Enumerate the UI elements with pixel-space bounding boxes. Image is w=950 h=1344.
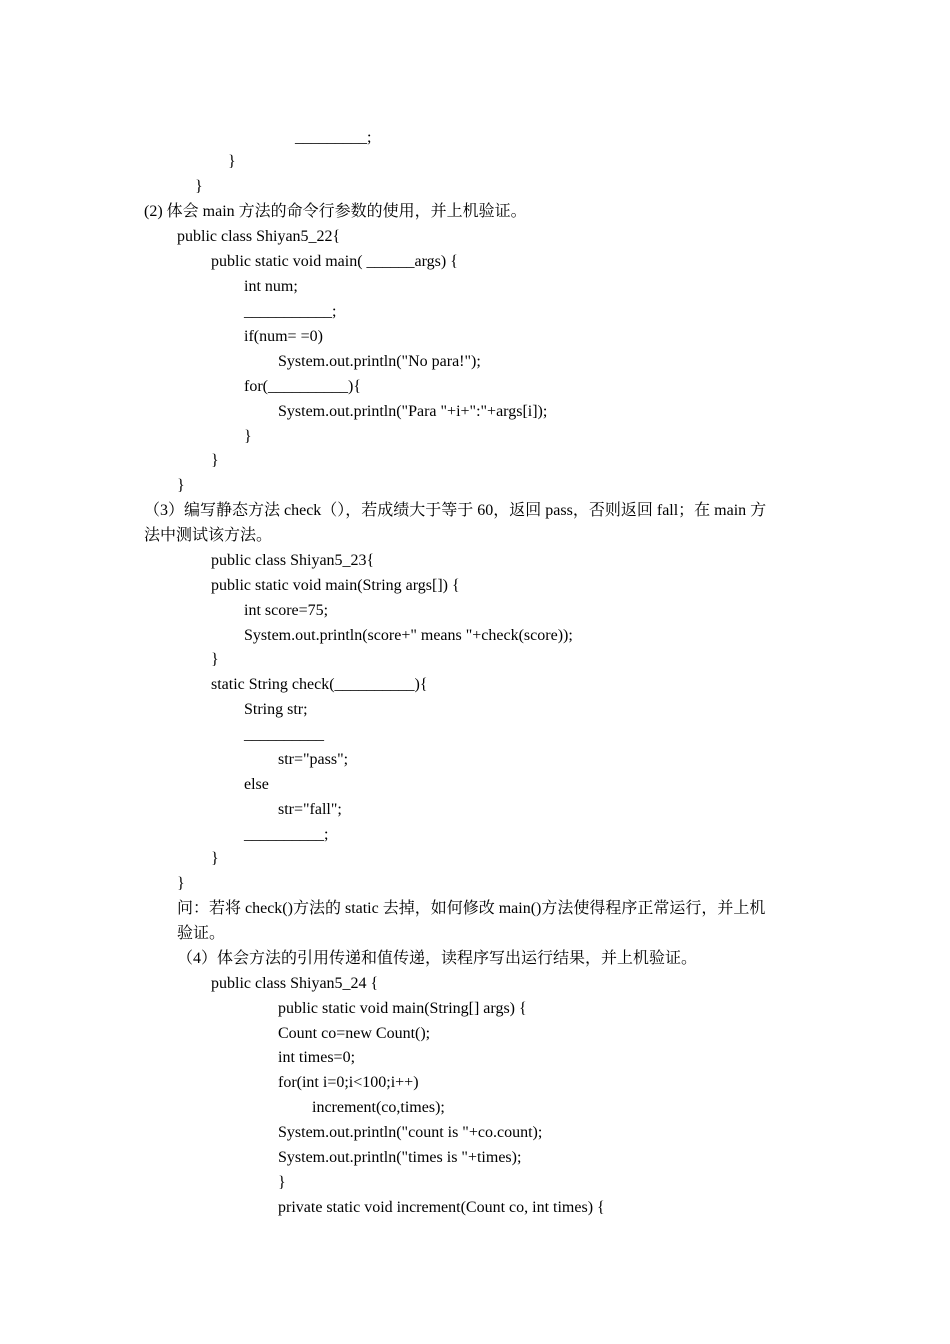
code-line: private static void increment(Count co, int times) {: [278, 1199, 605, 1216]
code-line: for(__________){: [244, 378, 361, 395]
code-line: public class Shiyan5_22{: [177, 228, 341, 245]
code-line: Count co=new Count();: [278, 1025, 431, 1042]
code-line: int times=0;: [278, 1049, 356, 1066]
code-line: public static void main(String[] args) {: [278, 1000, 527, 1017]
text-line: 验证。: [177, 925, 226, 942]
code-line: }: [244, 428, 252, 445]
code-line: str="fall";: [278, 801, 342, 818]
text-line: （3）编写静态方法 check（），若成绩大于等于 60，返回 pass，否则返回 fall；在 main 方: [144, 502, 767, 519]
code-line: }: [211, 651, 219, 668]
code-line: int score=75;: [244, 602, 329, 619]
text-line: （4）体会方法的引用传递和值传递，读程序写出运行结果，并上机验证。: [177, 950, 698, 967]
code-line: str="pass";: [278, 751, 349, 768]
text-line: 法中测试该方法。: [144, 527, 273, 544]
code-line: increment(co,times);: [312, 1099, 445, 1116]
code-line: ___________;: [244, 303, 337, 320]
code-line: __________: [244, 726, 324, 743]
code-line: if(num= =0): [244, 328, 323, 345]
code-line: System.out.println("Para "+i+":"+args[i]);: [278, 403, 548, 420]
code-line: System.out.println("count is "+co.count);: [278, 1124, 543, 1141]
code-line: public static void main(String args[]) {: [211, 577, 460, 594]
code-line: }: [278, 1174, 286, 1191]
code-line: for(int i=0;i<100;i++): [278, 1074, 419, 1091]
text-line: }: [228, 153, 236, 170]
text-line: }: [195, 178, 203, 195]
code-line: public class Shiyan5_24 {: [211, 975, 379, 992]
code-line: else: [244, 776, 269, 793]
code-line: }: [177, 875, 185, 892]
code-line: static String check(__________){: [211, 676, 428, 693]
code-line: }: [177, 477, 185, 494]
code-line: System.out.println("No para!");: [278, 353, 481, 370]
text-line: _________;: [295, 129, 372, 146]
code-line: int num;: [244, 278, 298, 295]
code-line: public static void main( ______args) {: [211, 253, 458, 270]
code-line: String str;: [244, 701, 308, 718]
code-line: System.out.println("times is "+times);: [278, 1149, 522, 1166]
code-line: System.out.println(score+" means "+check(score));: [244, 627, 573, 644]
text-line: 问：若将 check()方法的 static 去掉，如何修改 main()方法使得程序正常运行，并上机: [177, 900, 766, 917]
code-line: }: [211, 850, 219, 867]
text-line: (2) 体会 main 方法的命令行参数的使用，并上机验证。: [144, 203, 527, 220]
code-line: }: [211, 452, 219, 469]
code-line: public class Shiyan5_23{: [211, 552, 375, 569]
code-line: __________;: [244, 826, 329, 843]
